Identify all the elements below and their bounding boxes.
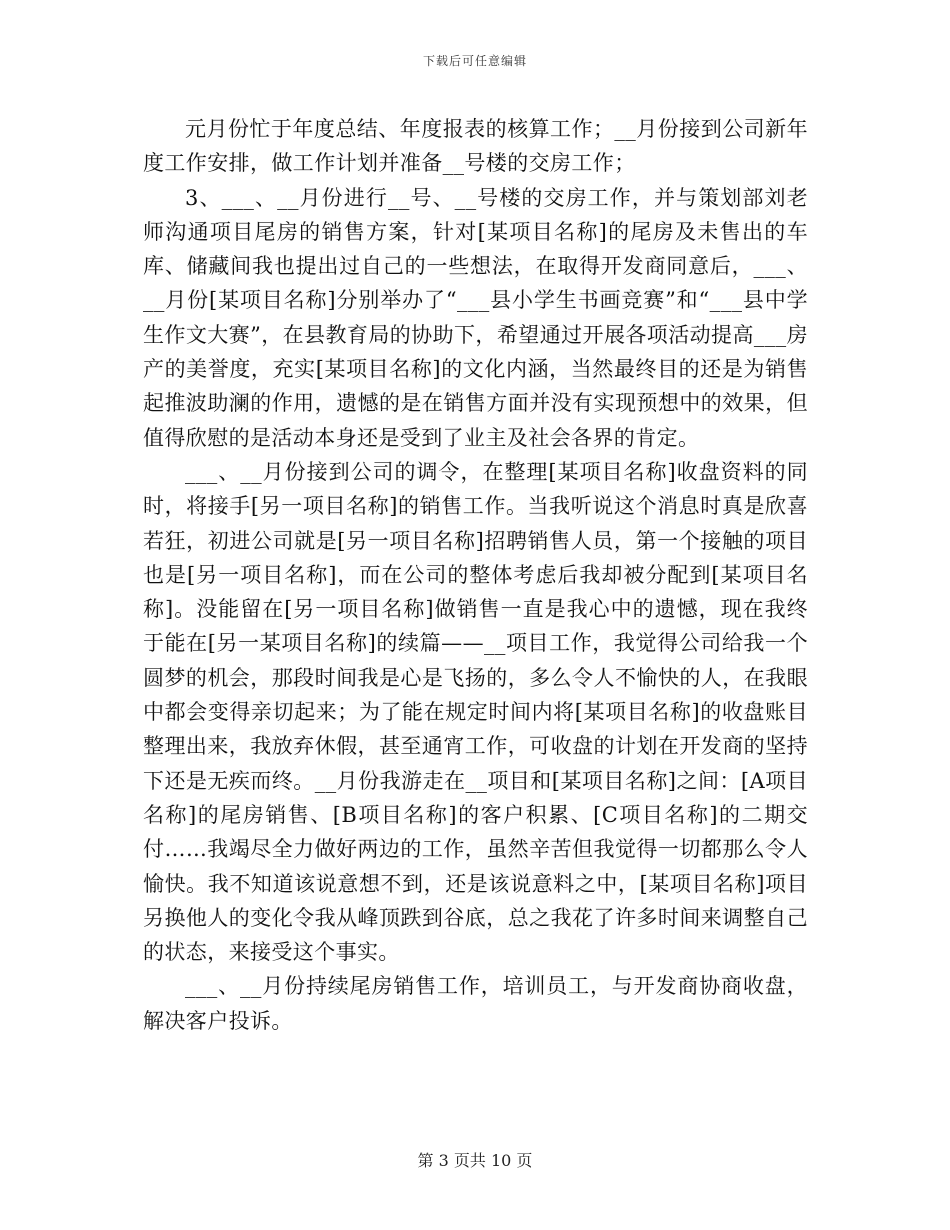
page-number-footer: 第 3 页共 10 页 [417, 1151, 533, 1170]
document-body [143, 112, 808, 1038]
paragraph: ___、__月份接到公司的调令，在整理[某项目名称]收盘资料的同时，将接手[另一项目名称]的销售工作。当我听说这个消息时真是欣喜若狂，初进公司就是[另一项目名称]招聘销售人员，第一个接触的项目也是[另一项目名称]，而在公司的整体考虑后我却被分配到[某项目名称]。没能留在[另一项目名称]做销售一直是我心中的遗憾，现在我终于能在[另一某项目名称]的续篇——__项目工作，我觉得公司给我一个圆梦的机会，那段时间我是心是飞扬的，多么令人不愉快的人，在我眼中都会变得亲切起来；为了能在规定时间内将[某项目名称]的收盘账目整理出来，我放弃休假，甚至通宵工作，可收盘的计划在开发商的坚持下还是无疾而终。__月份我游走在__项目和[某项目名称]之间：[A项目名称]的尾房销售、[B项目名称]的客户积累、[C项目名称]的二期交付……我竭尽全力做好两边的工作，虽然辛苦但我觉得一切都那么令人愉快。我不知道该说意想不到，还是该说意料之中，[某项目名称]项目另换他人的变化令我从峰顶跌到谷底，总之我花了许多时间来调整自己的状态，来接受这个事实。 [143, 459, 808, 965]
paragraph: 3、___、__月份进行__号、__号楼的交房工作，并与策划部刘老师沟通项目尾房的销售方案，针对[某项目名称]的尾房及未售出的车库、储藏间我也提出过自己的一些想法，在取得开发商同意后，___、__月份[某项目名称]分别举办了“___县小学生书画竞赛”和“___县中学生作文大赛”，在县教育局的协助下，希望通过开展各项活动提高___房产的美誉度，充实[某项目名称]的文化内涵，当然最终目的还是为销售起推波助澜的作用，遗憾的是在销售方面并没有实现预想中的效果，但值得欣慰的是活动本身还是受到了业主及社会各界的肯定。 [143, 185, 808, 450]
page-header: 下载后可任意编辑 [422, 54, 527, 68]
paragraph: 元月份忙于年度总结、年度报表的核算工作；__月份接到公司新年度工作安排，做工作计划并准备__号楼的交房工作； [143, 117, 808, 176]
paragraph: ___、__月份持续尾房销售工作，培训员工，与开发商协商收盘，解决客户投诉。 [143, 974, 808, 1033]
